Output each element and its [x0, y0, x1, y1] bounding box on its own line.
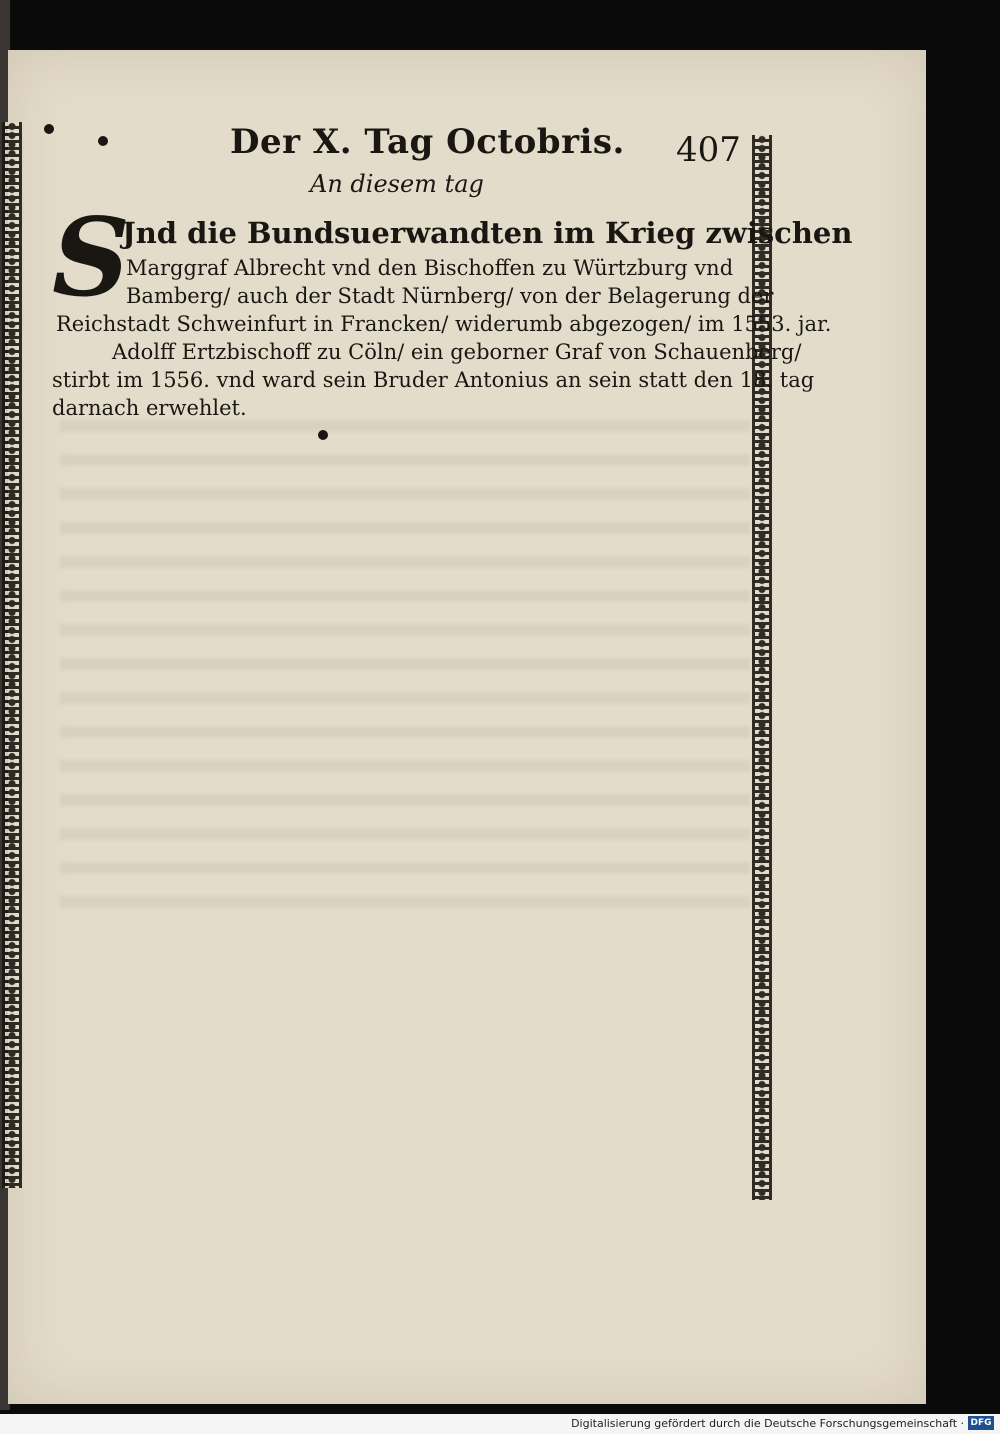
text-line-6: stirbt im 1556. vnd ward sein Bruder Antonius an sein statt den 18. tag	[52, 368, 815, 392]
text-line-1: Jnd die Bundsuerwandten im Krieg zwischen	[122, 216, 853, 250]
ink-dot	[98, 136, 108, 146]
dfg-logo: DFG	[968, 1416, 994, 1430]
text-line-5: Adolff Ertzbischoff zu Cöln/ ein geborner Graf von Schauenberg/	[112, 340, 802, 364]
text-line-4: Reichstadt Schweinfurt in Francken/ widerumb abgezogen/ im 1553. jar.	[56, 312, 832, 336]
section-heading: An diesem tag	[310, 170, 484, 198]
show-through-text	[60, 420, 750, 920]
text-line-3: Bamberg/ auch der Stadt Nürnberg/ von der Belagerung der	[126, 284, 774, 308]
ink-dot	[318, 430, 328, 440]
page-number: 407	[676, 130, 741, 170]
ink-dot	[44, 124, 54, 134]
drop-cap-initial: S	[52, 195, 130, 321]
text-line-2: Marggraf Albrecht vnd den Bischoffen zu Würtzburg vnd	[126, 256, 734, 280]
running-title: Der X. Tag Octobris.	[230, 122, 625, 162]
funding-credit: Digitalisierung gefördert durch die Deutsche Forschungsgemeinschaft ·	[571, 1417, 964, 1430]
text-line-7: darnach erwehlet.	[52, 396, 247, 420]
ornamental-border-left	[2, 122, 22, 1188]
